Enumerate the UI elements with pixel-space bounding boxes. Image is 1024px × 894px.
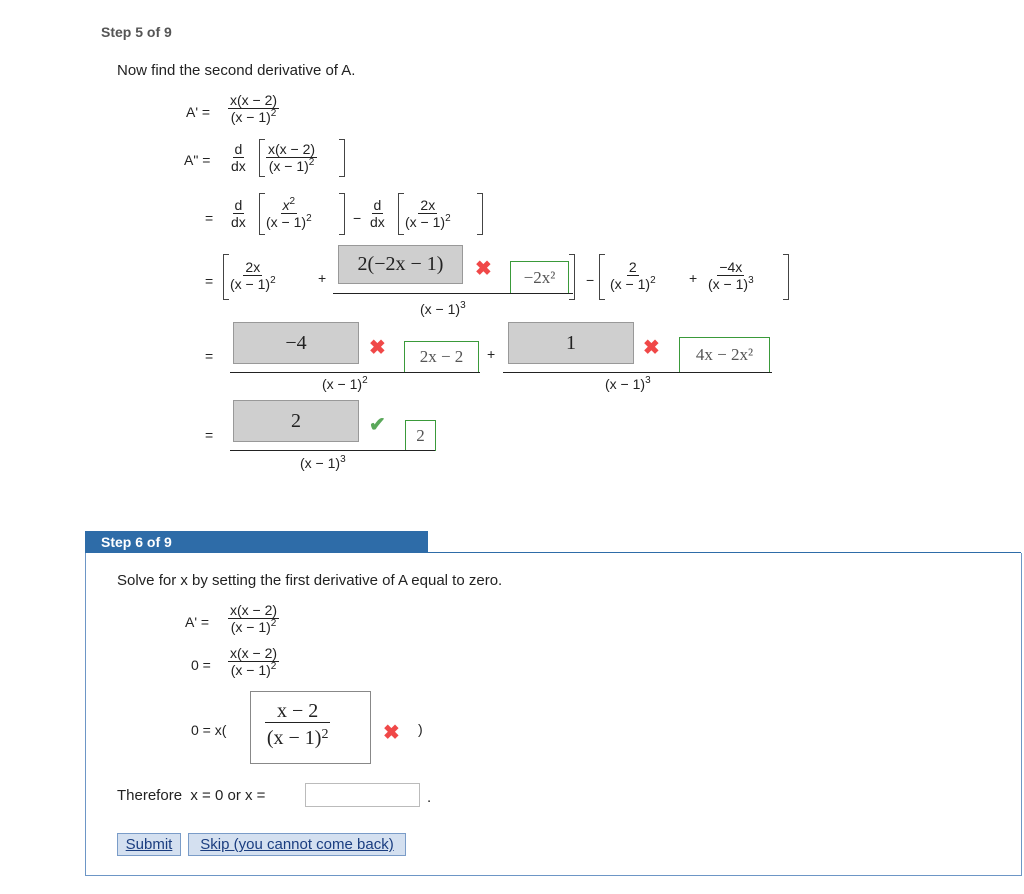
step6-instruction: Solve for x by setting the first derivative of A equal to zero. <box>117 572 503 589</box>
numerator: −4x <box>719 259 743 275</box>
exponent: 2 <box>321 727 329 742</box>
numerator: x(x − 2) <box>230 645 278 661</box>
exponent: 2 <box>445 213 451 224</box>
step5-title: Step 5 of 9 <box>101 24 172 40</box>
minus: − <box>353 210 362 226</box>
numerator: 2x <box>245 259 261 275</box>
denominator: (x − 1) <box>405 214 446 230</box>
denominator: (x − 1) <box>230 276 271 292</box>
exponent: 2 <box>270 275 276 286</box>
bracket-right <box>339 139 345 177</box>
correct-answer-1: −2x² <box>510 261 569 294</box>
fraction <box>708 259 754 293</box>
dx: dx <box>231 158 246 174</box>
bracket-right <box>339 193 345 235</box>
answer-input-3[interactable]: 1 <box>508 322 634 364</box>
equals: = <box>205 273 214 289</box>
dx: dx <box>231 214 246 230</box>
bracket-left <box>259 193 265 235</box>
step6-panel <box>85 553 1022 876</box>
answer-input-4[interactable]: 2 <box>233 400 359 442</box>
fraction-bar <box>230 450 435 451</box>
exponent: 2 <box>306 213 312 224</box>
dx: dx <box>370 214 385 230</box>
aprime-fraction <box>228 92 279 126</box>
exponent: 2 <box>270 108 277 119</box>
plus: + <box>487 346 496 362</box>
exponent: 2 <box>308 157 315 168</box>
correct-answer-2: 2x − 2 <box>404 341 479 373</box>
fraction <box>266 141 317 175</box>
bracket-left <box>223 254 229 300</box>
bracket-left <box>599 254 605 300</box>
exponent: 2 <box>650 275 656 286</box>
wrong-x-icon: ✖ <box>475 258 492 280</box>
exponent: 2 <box>270 618 277 629</box>
fraction-bar <box>333 293 573 294</box>
bracket-right <box>783 254 789 300</box>
numerator: 2x <box>420 197 436 213</box>
denominator: (x − 1) <box>266 727 322 749</box>
denominator <box>605 376 651 392</box>
denominator <box>322 376 368 392</box>
fraction <box>228 645 279 679</box>
input-fraction <box>265 700 330 753</box>
bracket-left <box>398 193 404 235</box>
wrong-x-icon: ✖ <box>643 337 660 359</box>
d: d <box>234 141 243 157</box>
denominator <box>420 301 466 317</box>
zero-label: 0 = <box>191 657 211 673</box>
numerator: x(x − 2) <box>230 602 278 618</box>
exponent: 2 <box>270 661 277 672</box>
exponent: 3 <box>460 300 466 311</box>
equals: = <box>205 210 214 226</box>
answer-input-1[interactable]: 2(−2x − 1) <box>338 245 463 284</box>
wrong-x-icon: ✖ <box>383 722 400 744</box>
fraction <box>228 602 279 636</box>
correct-answer-4: 2 <box>405 420 436 451</box>
adouble-label: A" = <box>184 152 211 168</box>
aprime-label: A' = <box>185 614 210 630</box>
x: x <box>282 197 290 213</box>
period: . <box>427 789 432 806</box>
d-dx <box>231 141 246 175</box>
equals: = <box>205 348 214 364</box>
correct-answer-3: 4x − 2x² <box>679 337 770 373</box>
d: d <box>373 197 382 213</box>
d-dx <box>370 197 385 231</box>
numerator: x − 2 <box>265 700 330 723</box>
exponent: 3 <box>748 275 754 286</box>
skip-button[interactable]: Skip (you cannot come back) <box>188 833 406 856</box>
denominator: (x − 1) <box>266 214 307 230</box>
numerator: x(x − 2) <box>230 92 278 108</box>
denominator-base: (x − 1) <box>420 301 461 317</box>
denominator: (x − 1) <box>268 158 309 174</box>
step5-instruction: Now find the second derivative of A. <box>117 62 356 79</box>
denominator: (x − 1) <box>708 276 749 292</box>
exponent: 2 <box>362 375 368 386</box>
wrong-x-icon: ✖ <box>369 337 386 359</box>
denominator: (x − 1) <box>610 276 651 292</box>
numerator: x(x − 2) <box>268 141 316 157</box>
denominator-base: (x − 1) <box>300 455 341 471</box>
x-answer-input[interactable] <box>305 783 420 807</box>
therefore-text: Therefore x = 0 or x = <box>117 787 266 804</box>
bracket-left <box>259 139 265 177</box>
denominator: (x − 1) <box>230 109 271 125</box>
zero-x-label: 0 = x( <box>191 722 227 738</box>
bracket-right <box>477 193 483 235</box>
d: d <box>234 197 243 213</box>
aprime-label: A' = <box>186 104 211 120</box>
fraction-bar <box>503 372 772 373</box>
step6-title: Step 6 of 9 <box>85 531 428 553</box>
submit-button[interactable]: Submit <box>117 833 181 856</box>
close-paren: ) <box>418 721 423 737</box>
fraction <box>266 197 312 231</box>
answer-input-2[interactable]: −4 <box>233 322 359 364</box>
d-dx <box>231 197 246 231</box>
header-rule <box>428 552 1021 553</box>
denominator <box>300 455 346 471</box>
equals: = <box>205 427 214 443</box>
denominator-base: (x − 1) <box>605 376 646 392</box>
denominator: (x − 1) <box>230 662 271 678</box>
exponent: 3 <box>340 454 346 465</box>
check-icon: ✔ <box>369 414 386 436</box>
fraction <box>405 197 451 231</box>
minus: − <box>586 272 595 288</box>
fraction <box>230 259 276 293</box>
plus: + <box>318 270 327 286</box>
plus: + <box>689 270 698 286</box>
numerator: 2 <box>628 259 637 275</box>
fraction <box>610 259 656 293</box>
exponent: 2 <box>289 196 296 207</box>
denominator-base: (x − 1) <box>322 376 363 392</box>
exponent: 3 <box>645 375 651 386</box>
fraction-bar <box>230 372 480 373</box>
bracket-right <box>569 254 575 300</box>
denominator: (x − 1) <box>230 619 271 635</box>
